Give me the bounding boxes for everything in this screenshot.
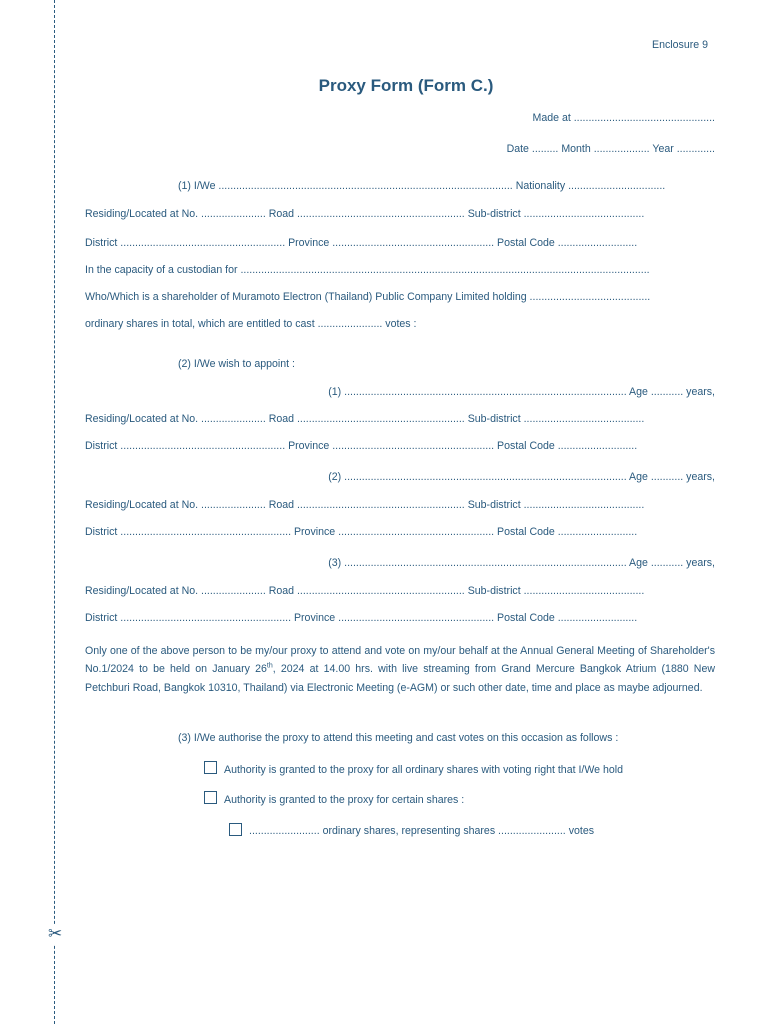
- date-field[interactable]: Date ......... Month ................... Year .............: [506, 143, 715, 155]
- we-nationality-line[interactable]: (1) I/We .................................................................................................... Nationality .................................: [178, 180, 666, 192]
- proxy-3-district-line[interactable]: District .......................................................... Province ..................................................... Postal Code ...........................: [85, 612, 638, 624]
- option-certain-shares-label: Authority is granted to the proxy for certain shares :: [224, 794, 465, 806]
- appoint-heading: (2) I/We wish to appoint :: [178, 358, 295, 370]
- made-at-field[interactable]: Made at ................................................: [532, 112, 715, 124]
- district-line[interactable]: District ........................................................ Province ....................................................... Postal Code ...........................: [85, 237, 638, 249]
- checkbox-certain-shares[interactable]: [204, 791, 217, 804]
- form-title: Proxy Form (Form C.): [318, 76, 494, 95]
- proxy-paragraph: [85, 642, 715, 697]
- enclosure-label: Enclosure 9: [652, 39, 708, 51]
- proxy-2-residing-line[interactable]: Residing/Located at No. ...................... Road ......................................................... Sub-district .........................................: [85, 499, 645, 511]
- residing-line[interactable]: Residing/Located at No. ...................... Road ......................................................... Sub-district .........................................: [85, 208, 645, 220]
- shareholder-line[interactable]: Who/Which is a shareholder of Muramoto Electron (Thailand) Public Company Limited holding .........................................: [85, 291, 651, 303]
- authorise-heading: (3) I/We authorise the proxy to attend this meeting and cast votes on this occasion as follows :: [178, 732, 619, 744]
- proxy-2-name-line[interactable]: (2) ................................................................................................ Age ........... years,: [328, 471, 715, 483]
- proxy-2-district-line[interactable]: District .......................................................... Province ..................................................... Postal Code ...........................: [85, 526, 638, 538]
- scissors-icon: ✂: [48, 924, 63, 944]
- proxy-3-name-line[interactable]: (3) ................................................................................................ Age ........... years,: [328, 557, 715, 569]
- votes-line[interactable]: ordinary shares in total, which are entitled to cast ...................... votes :: [85, 318, 417, 330]
- paragraph-text-2: , 2024 at 14.00 hrs. with live streaming from Grand Mercure Bangkok Atrium (1880 New Petchburi Road, Bangkok 10310, Thailand) via Electronic Meeting (e-AGM) or such other date, time and place as maybe adjourned.: [85, 663, 715, 694]
- checkbox-all-shares[interactable]: [204, 761, 217, 774]
- paragraph-superscript: th: [266, 662, 273, 670]
- proxy-3-residing-line[interactable]: Residing/Located at No. ...................... Road ......................................................... Sub-district .........................................: [85, 585, 645, 597]
- cut-line: [54, 0, 55, 1024]
- proxy-1-residing-line[interactable]: Residing/Located at No. ...................... Road ......................................................... Sub-district .........................................: [85, 413, 645, 425]
- option-all-shares-label: Authority is granted to the proxy for all ordinary shares with voting right that I/We hold: [224, 764, 624, 776]
- checkbox-shares-count[interactable]: [229, 823, 242, 836]
- proxy-1-district-line[interactable]: District ........................................................ Province ....................................................... Postal Code ...........................: [85, 440, 638, 452]
- option-shares-count-line[interactable]: ........................ ordinary shares, representing shares ....................... votes: [249, 825, 595, 837]
- paragraph-text-1: Only one of the above person to be my/our proxy to attend and vote on my/our behalf at the Annual General Meeting of Shareholder's No.1/2024 to be held on January 26: [85, 645, 715, 676]
- custodian-line[interactable]: In the capacity of a custodian for ...........................................................................................................................................: [85, 264, 650, 276]
- proxy-1-name-line[interactable]: (1) ................................................................................................ Age ........... years,: [328, 386, 715, 398]
